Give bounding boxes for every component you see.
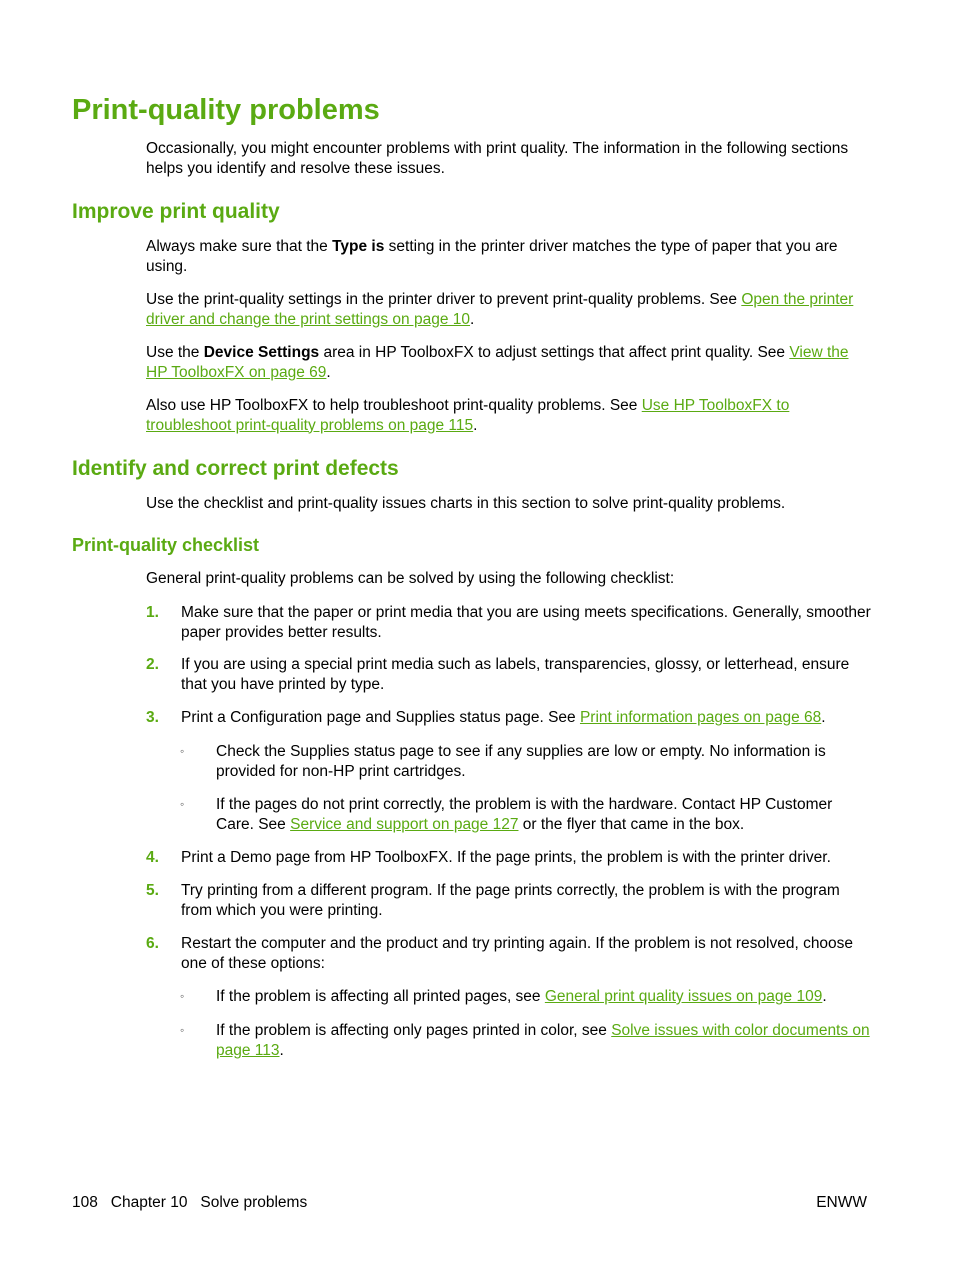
improve-paragraph-2: Use the print-quality settings in the printer driver to prevent print-quality problems. See Open the printer driver and change the print settings on page 10.	[146, 291, 854, 328]
bullet-icon: ◦	[180, 1023, 185, 1037]
list-item-text: Restart the computer and the product and try printing again. If the problem is not resolved, choose one of these options:	[181, 935, 854, 972]
checklist-intro: General print-quality problems can be solved by using the following checklist:	[146, 570, 675, 587]
list-number: 1.	[146, 604, 159, 621]
link-general-print-quality-issues[interactable]: General print quality issues on page 109	[544, 988, 823, 1005]
list-number: 6.	[146, 935, 159, 952]
sub-item-text: Check the Supplies status page to see if any supplies are low or empty. No information is provided for non-HP print cartridges.	[216, 743, 826, 780]
link-view-hp-toolboxfx[interactable]: View the HP ToolboxFX on page 69	[146, 344, 849, 381]
link-print-information-pages[interactable]: Print information pages on page 68	[579, 709, 822, 726]
link-service-and-support[interactable]: Service and support on page 127	[290, 815, 519, 833]
list-number: 4.	[146, 849, 159, 866]
footer-locale: ENWW	[816, 1194, 867, 1211]
link-use-hp-toolboxfx[interactable]: Use HP ToolboxFX to troubleshoot print-quality problems on page 115	[146, 397, 790, 434]
improve-paragraph-1: Always make sure that the Type is setting in the printer driver matches the type of paper that you are using.	[146, 238, 838, 275]
sub-item-text: If the pages do not print correctly, the problem is with the hardware. Contact HP Customer Care. See Service and support on page 127 or the flyer that came in the box.	[216, 796, 833, 833]
heading-improve-print-quality: Improve print quality	[72, 200, 280, 223]
intro-paragraph: Occasionally, you might encounter problems with print quality. The information in the following sections helps you identify and resolve these issues.	[146, 140, 849, 177]
heading-identify-defects: Identify and correct print defects	[72, 457, 399, 480]
list-number: 2.	[146, 656, 159, 673]
improve-paragraph-3: Use the Device Settings area in HP ToolboxFX to adjust settings that affect print quality. See View the HP ToolboxFX on page 69.	[146, 344, 849, 381]
list-item-text: Try printing from a different program. If the page prints correctly, the problem is with the program from which you were printing.	[181, 882, 840, 919]
sub-item-text: If the problem is affecting all printed pages, see General print quality issues on page 109.	[216, 988, 827, 1005]
list-number: 5.	[146, 882, 159, 899]
bullet-icon: ◦	[180, 989, 185, 1003]
list-item-text: Make sure that the paper or print media that you are using meets specifications. Generally, smoother paper provides better results.	[181, 604, 871, 641]
identify-paragraph: Use the checklist and print-quality issues charts in this section to solve print-quality problems.	[146, 495, 786, 512]
list-item-text: Print a Demo page from HP ToolboxFX. If the page prints, the problem is with the printer driver.	[181, 849, 831, 866]
list-item-text: If you are using a special print media such as labels, transparencies, glossy, or letterhead, ensure that you have printed by type.	[181, 656, 850, 693]
page-title: Print-quality problems	[72, 94, 380, 126]
list-number: 3.	[146, 709, 159, 726]
improve-paragraph-4: Also use HP ToolboxFX to help troubleshoot print-quality problems. See Use HP ToolboxFX to troubleshoot print-quality problems on page 115.	[146, 397, 790, 434]
list-item-text: Print a Configuration page and Supplies status page. See Print information pages on page 68.	[181, 709, 826, 726]
heading-print-quality-checklist: Print-quality checklist	[72, 535, 260, 555]
bullet-icon: ◦	[180, 797, 185, 811]
footer-page-info: 108 Chapter 10 Solve problems	[72, 1194, 308, 1211]
link-open-printer-driver[interactable]: Open the printer driver and change the print settings on page 10	[146, 291, 854, 328]
bullet-icon: ◦	[180, 744, 185, 758]
link-solve-color-issues[interactable]: Solve issues with color documents on page 113	[216, 1022, 870, 1059]
sub-item-text: If the problem is affecting only pages printed in color, see Solve issues with color documents on page 113.	[216, 1022, 870, 1059]
